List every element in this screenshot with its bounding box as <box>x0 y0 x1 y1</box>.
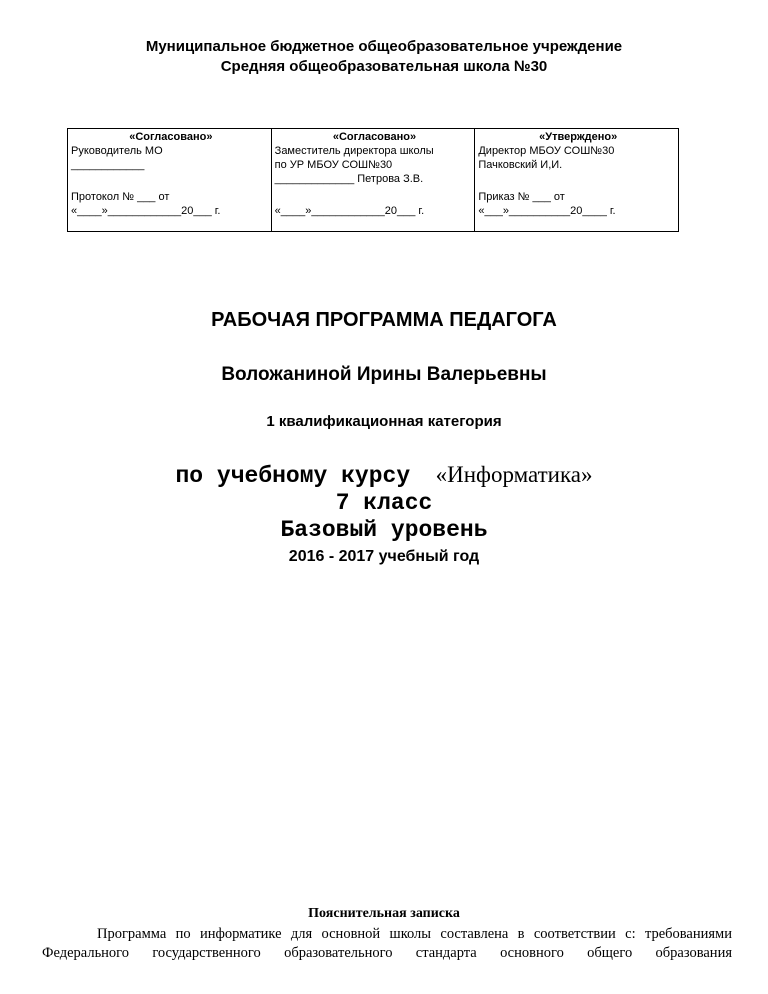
approval-title: «Утверждено» <box>539 131 618 143</box>
date-line: «____»____________20___ г. <box>71 205 221 217</box>
approval-title: «Согласовано» <box>129 131 213 143</box>
teacher-name: Воложаниной Ирины Валерьевны <box>221 364 547 385</box>
approval-column-deputy <box>271 129 475 231</box>
program-title: РАБОЧАЯ ПРОГРАММА ПЕДАГОГА <box>211 309 557 331</box>
signature-line: ____________ <box>71 159 145 171</box>
approval-table <box>67 128 679 232</box>
grade: 7 класс <box>335 490 433 516</box>
qualification-category: 1 квалификационная категория <box>266 413 502 430</box>
approval-column-director <box>474 129 678 231</box>
course-name: «Информатика» <box>435 462 593 487</box>
approval-text: Пачковский И,И. <box>478 159 563 171</box>
date-line: «____»____________20___ г. <box>274 205 425 217</box>
institution-name-line1: Муниципальное бюджетное общеобразовательное учреждение <box>145 38 623 55</box>
institution-name-line2: Средняя общеобразовательная школа №30 <box>220 58 548 75</box>
signature-line: _____________ Петрова З.В. <box>274 173 424 185</box>
order-line: Приказ № ___ от <box>478 191 565 203</box>
approval-column-mo <box>68 129 271 231</box>
note-line: Программа по информатике для основной школы составлена в соответствии с: требованиями <box>97 926 732 942</box>
academic-year: 2016 - 2017 учебный год <box>288 548 480 565</box>
note-body <box>42 925 732 963</box>
approval-text: Руководитель МО <box>71 145 163 157</box>
protocol-line: Протокол № ___ от <box>71 191 170 203</box>
note-line: Федерального государственного образовательного стандарта основного общего образования <box>42 945 732 961</box>
approval-title: «Согласовано» <box>332 131 417 143</box>
approval-text: Директор МБОУ СОШ№30 <box>478 145 615 157</box>
date-line: «___»__________20____ г. <box>478 205 616 217</box>
note-title: Пояснительная записка <box>308 906 460 921</box>
course-prefix: по учебному курсу <box>175 463 411 489</box>
level: Базовый уровень <box>280 517 488 543</box>
approval-text: Заместитель директора школы <box>274 145 434 157</box>
approval-text: по УР МБОУ СОШ№30 <box>274 159 393 171</box>
course-line <box>0 462 768 489</box>
